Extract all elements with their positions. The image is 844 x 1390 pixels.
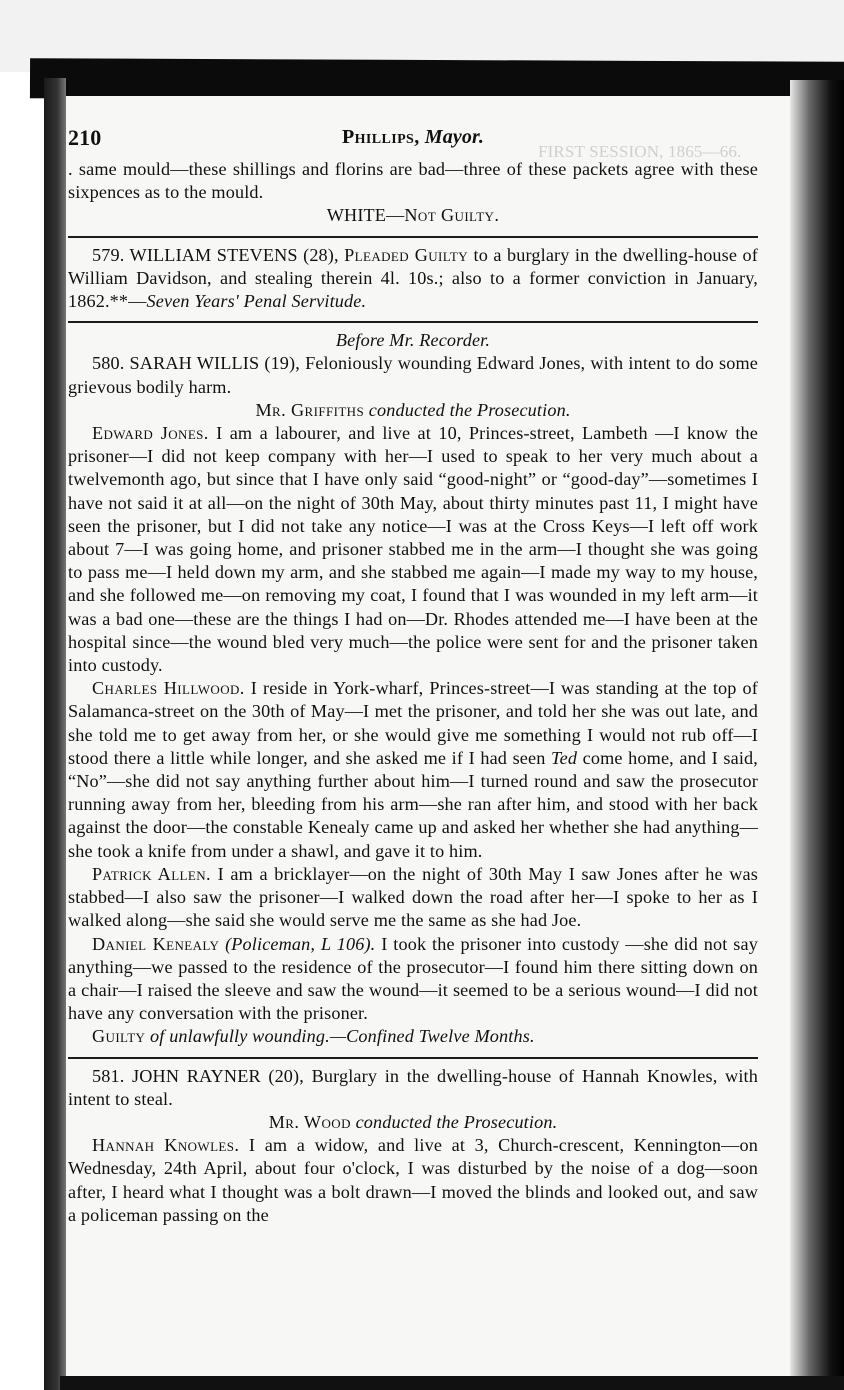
case-580-head: 580. SARAH WILLIS (19), Feloniously wounding Edward Jones, with intent to do some grievous bodily harm. — [68, 353, 758, 397]
witness-name: Patrick Allen. — [92, 863, 211, 884]
counsel-role: conducted the Prosecution. — [368, 399, 571, 420]
binding-shadow-left — [44, 78, 66, 1390]
case-579-text: to a burglary in the dwelling-house of William Davidson, and stealing therein 4l. 10s.; also to a former conviction in January, 1862.**— — [68, 244, 759, 312]
running-head-name: Phillips, — [341, 126, 420, 148]
witness-text: I took the prisoner into custody —she did not say anything—we passed to the residence of the prosecutor—I found him there sitting down on a chair—I raised the sleeve and saw the wound—it seemed to be a serious wound—I did not have any conversation with the prisoner. — [68, 933, 758, 1024]
running-head-title: Mayor. — [424, 126, 485, 148]
case-579 — [68, 244, 758, 314]
witness-text-italic: Ted — [551, 747, 578, 768]
verdict-result: Not Guilty. — [404, 205, 500, 226]
verdict-white — [68, 204, 758, 227]
case-580-counsel — [68, 399, 758, 422]
verdict-name: WHITE— — [326, 205, 405, 226]
page-number: 210 — [68, 125, 102, 150]
court-before: Before Mr. Recorder. — [335, 330, 491, 351]
witness-name: Hannah Knowles. — [92, 1135, 240, 1156]
section-rule — [68, 321, 758, 323]
verdict-detail: of unlawfully wounding.—Confined Twelve Months. — [150, 1026, 535, 1047]
counsel-name: Mr. Wood — [268, 1111, 351, 1132]
binding-shadow-bottom — [60, 1376, 844, 1390]
witness-name: Daniel Kenealy — [92, 933, 220, 954]
case-581-counsel — [68, 1111, 758, 1134]
page-edge-right — [790, 80, 844, 1390]
section-rule — [68, 236, 758, 238]
case-579-plea: Pleaded Guilty — [344, 244, 469, 265]
counsel-name: Mr. Griffiths — [255, 399, 365, 420]
case-581-head: 581. JOHN RAYNER (20), Burglary in the dwelling-house of Hannah Knowles, with intent to steal. — [68, 1065, 758, 1109]
section-rule — [68, 1057, 758, 1059]
witness-name: Edward Jones. — [92, 423, 209, 444]
continuation-text: . same mould—these shillings and florins are bad—three of these packets agree with these sixpences as to the mould. — [68, 159, 758, 203]
witness-text: I am a widow, and live at 3, Church-crescent, Kennington—on Wednesday, 24th April, about four o'clock, I was disturbed by the noise of a dog—soon after, I heard what I thought was a bolt drawn—I moved the blinds and looked out, and saw a policeman passing on the — [68, 1135, 759, 1225]
witness-text: I am a bricklayer—on the night of 30th May I saw Jones after he was stabbed—I also saw the prisoner—I walked down the road after her—I spoke to her as I walked along—she said she would serve me the same as she had Joe. — [68, 863, 758, 931]
testimony-edward-jones — [68, 422, 758, 677]
testimony-daniel-kenealy — [68, 933, 758, 1026]
counsel-role: conducted the Prosecution. — [355, 1111, 558, 1132]
case-579-sentence: Seven Years' Penal Servitude. — [146, 291, 367, 312]
witness-text: come home, and I said, “No”—she did not say anything further about him—I turned round and saw the prosecutor running away from her, bleeding from his arm—she ran after him, and stood with her back against the door—the constable Kenealy came up and asked her whether she had anything—she took a knife from under a shawl, and gave it to him. — [68, 747, 758, 861]
testimony-hannah-knowles — [68, 1134, 758, 1227]
page-header — [68, 120, 758, 161]
case-580-verdict — [68, 1025, 758, 1048]
case-579-head: 579. WILLIAM STEVENS (28), — [92, 244, 339, 265]
witness-role: (Policeman, L 106). — [225, 933, 376, 954]
testimony-charles-hillwood — [68, 677, 758, 863]
witness-text: I am a labourer, and live at 10, Princes-street, Lambeth —I know the prisoner—I did not keep company with her—I used to speak to her very much about a twelvemonth ago, but since that I have only said “good-night” or “good-day”—sometimes I have not said it at all—on the night of 30th May, about thirty minutes past 11, I might have seen the prisoner, but I did not take any notice—I was at the Cross Keys—I left off work about 7—I was going home, and prisoner stabbed me in the arm—I thought she was going to pass me—I held down my arm, and she stabbed me again—I made my way to my house, and she followed me—on removing my coat, I found that I was wounded in my left arm—it was a bad one—these are the things I had on—Dr. Rhodes attended me—I have been at the hospital since—the wound bled very much—the police were sent for and the prisoner taken into custody. — [68, 423, 759, 676]
witness-name: Charles Hillwood. — [92, 678, 245, 699]
verdict-guilty: Guilty — [92, 1026, 146, 1047]
witness-text: I reside in York-wharf, Princes-street—I was standing at the top of Salamanca-street on the 30th of May—I met the prisoner, and told her she was out late, and she told me to get away from her, or she would give me something I would not rub off—I stood there a little while longer, and she asked me if I had seen — [68, 678, 758, 768]
testimony-patrick-allen — [68, 863, 758, 933]
bleed-through-text: FIRST SESSION, 1865—66. — [538, 142, 742, 161]
page-content — [68, 120, 758, 1227]
